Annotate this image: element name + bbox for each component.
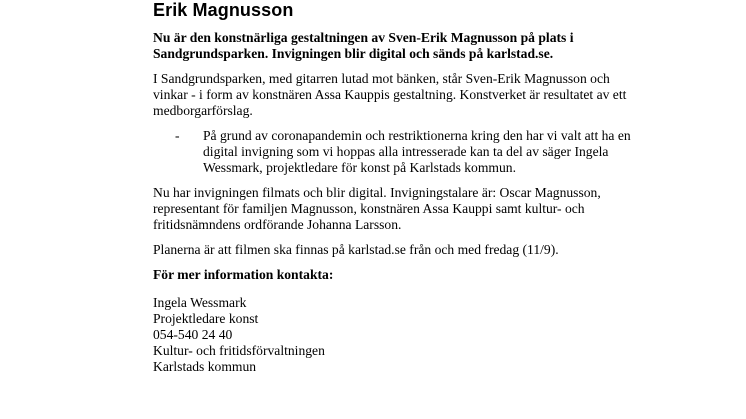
paragraph-film: Planerna är att filmen ska finnas på karlstad.se från och med fredag (11/9). — [153, 242, 559, 257]
quote-block — [153, 128, 633, 176]
article-lead: Nu är den konstnärliga gestaltningen av Sven-Erik Magnusson på plats i Sandgrundsparken. Invigningen blir digital och sänds på karlstad.se. — [153, 30, 574, 61]
contact-heading: För mer information kontakta: — [153, 267, 334, 282]
contact-organization: Karlstads kommun — [153, 359, 257, 374]
quote-dash: - — [175, 128, 180, 143]
quote-text: På grund av coronapandemin och restriktionerna kring den har vi valt att ha en digital invigning som vi hoppas alla intresserade kan ta del av säger Ingela Wessmark, projektledare för konst på Karlstads kommun. — [203, 128, 631, 175]
contact-department: Kultur- och fritidsförvaltningen — [153, 343, 325, 358]
article-body — [153, 0, 633, 375]
contact-name: Ingela Wessmark — [153, 295, 247, 310]
contact-role: Projektledare konst — [153, 311, 259, 326]
contact-phone: 054-540 24 40 — [153, 327, 233, 342]
article-title: Erik Magnusson — [153, 0, 294, 20]
paragraph-intro: I Sandgrundsparken, med gitarren lutad mot bänken, står Sven-Erik Magnusson och vinkar - i form av konstnären Assa Kauppis gestaltning. Konstverket är resultatet av ett medborgarförslag. — [153, 71, 627, 118]
contact-block — [153, 295, 633, 375]
paragraph-inauguration: Nu har invigningen filmats och blir digital. Invigningstalare är: Oscar Magnusson, representant för familjen Magnusson, konstnären Assa Kauppi samt kultur- och fritidsnämndens ordförande Johanna Larsson. — [153, 185, 601, 232]
